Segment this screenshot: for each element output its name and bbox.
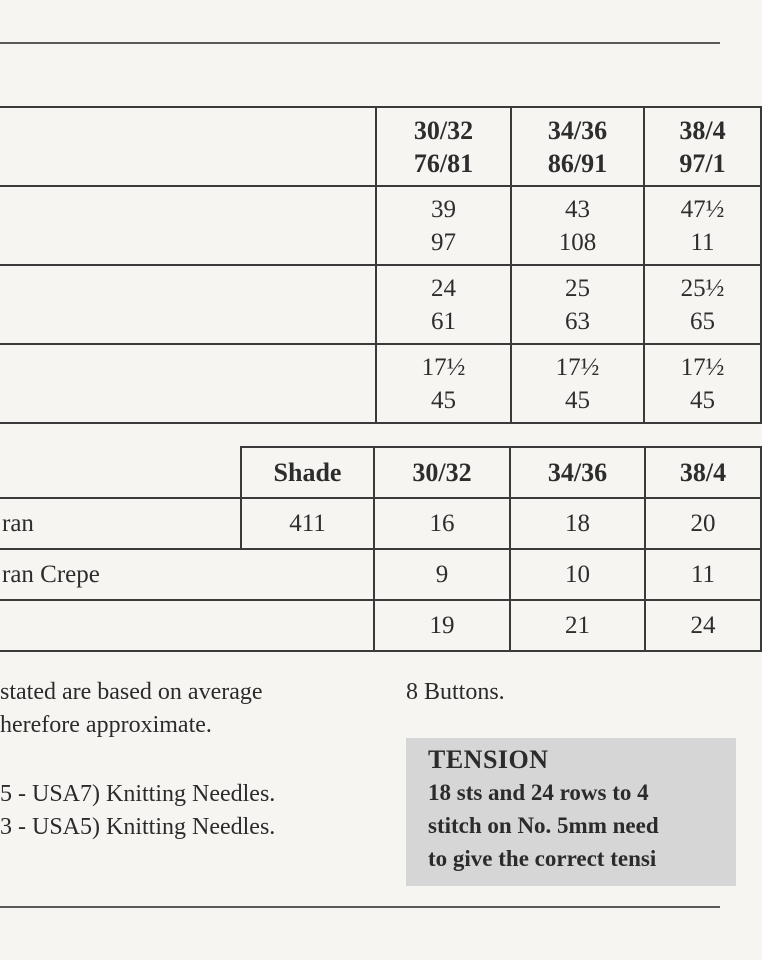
table-cell: 17½ 45 xyxy=(376,344,511,423)
size-header-cell: 38/4 xyxy=(645,447,761,498)
table-cell: 18 xyxy=(510,498,645,549)
table-cell xyxy=(0,107,376,186)
tension-line: stitch on No. 5mm need xyxy=(428,813,659,838)
table-cell: 47½ 11 xyxy=(644,186,761,265)
table-cell: 16 xyxy=(374,498,510,549)
size-header-cell: 38/4 97/1 xyxy=(644,107,761,186)
table-cell: 43 108 xyxy=(511,186,644,265)
materials-notes xyxy=(0,676,360,844)
row-label xyxy=(0,186,376,265)
table-cell: 9 xyxy=(374,549,510,600)
top-rule xyxy=(0,42,720,44)
table-row xyxy=(0,600,761,651)
table-row xyxy=(0,344,761,423)
table-row xyxy=(0,447,761,498)
shade-cell: 411 xyxy=(241,498,374,549)
tension-line: 18 sts and 24 rows to 4 xyxy=(428,780,649,805)
table-cell: 19 xyxy=(374,600,510,651)
note-line: herefore approximate. xyxy=(0,712,212,738)
table-cell: 17½ 45 xyxy=(644,344,761,423)
yarn-table xyxy=(0,446,762,652)
size-header-cell: 30/32 76/81 xyxy=(376,107,511,186)
table-cell: 39 97 xyxy=(376,186,511,265)
table-cell: 25½ 65 xyxy=(644,265,761,344)
row-label xyxy=(0,265,376,344)
size-header-cell: 30/32 xyxy=(374,447,510,498)
table-row xyxy=(0,265,761,344)
table-cell: 25 63 xyxy=(511,265,644,344)
tension-title: TENSION xyxy=(428,745,549,774)
table-cell: 11 xyxy=(645,549,761,600)
note-line: stated are based on average xyxy=(0,679,263,705)
size-header-cell: 34/36 86/91 xyxy=(511,107,644,186)
sizes-table xyxy=(0,106,762,424)
row-label xyxy=(0,344,376,423)
table-cell xyxy=(0,447,241,498)
buttons-note: 8 Buttons. xyxy=(406,679,505,705)
tension-box xyxy=(406,738,736,886)
table-row xyxy=(0,549,761,600)
table-row xyxy=(0,186,761,265)
yarn-label: ran Crepe xyxy=(0,549,374,600)
yarn-label xyxy=(0,600,374,651)
table-cell: 10 xyxy=(510,549,645,600)
table-cell: 21 xyxy=(510,600,645,651)
tension-line: to give the correct tensi xyxy=(428,846,657,871)
table-cell: 20 xyxy=(645,498,761,549)
needles-line: 3 - USA5) Knitting Needles. xyxy=(0,814,276,840)
bottom-rule xyxy=(0,906,720,908)
needles-line: 5 - USA7) Knitting Needles. xyxy=(0,781,276,807)
table-cell: 24 xyxy=(645,600,761,651)
size-header-cell: 34/36 xyxy=(510,447,645,498)
shade-header-cell: Shade xyxy=(241,447,374,498)
table-cell: 17½ 45 xyxy=(511,344,644,423)
table-cell: 24 61 xyxy=(376,265,511,344)
yarn-label: ran xyxy=(0,498,241,549)
table-row xyxy=(0,107,761,186)
table-row xyxy=(0,498,761,549)
